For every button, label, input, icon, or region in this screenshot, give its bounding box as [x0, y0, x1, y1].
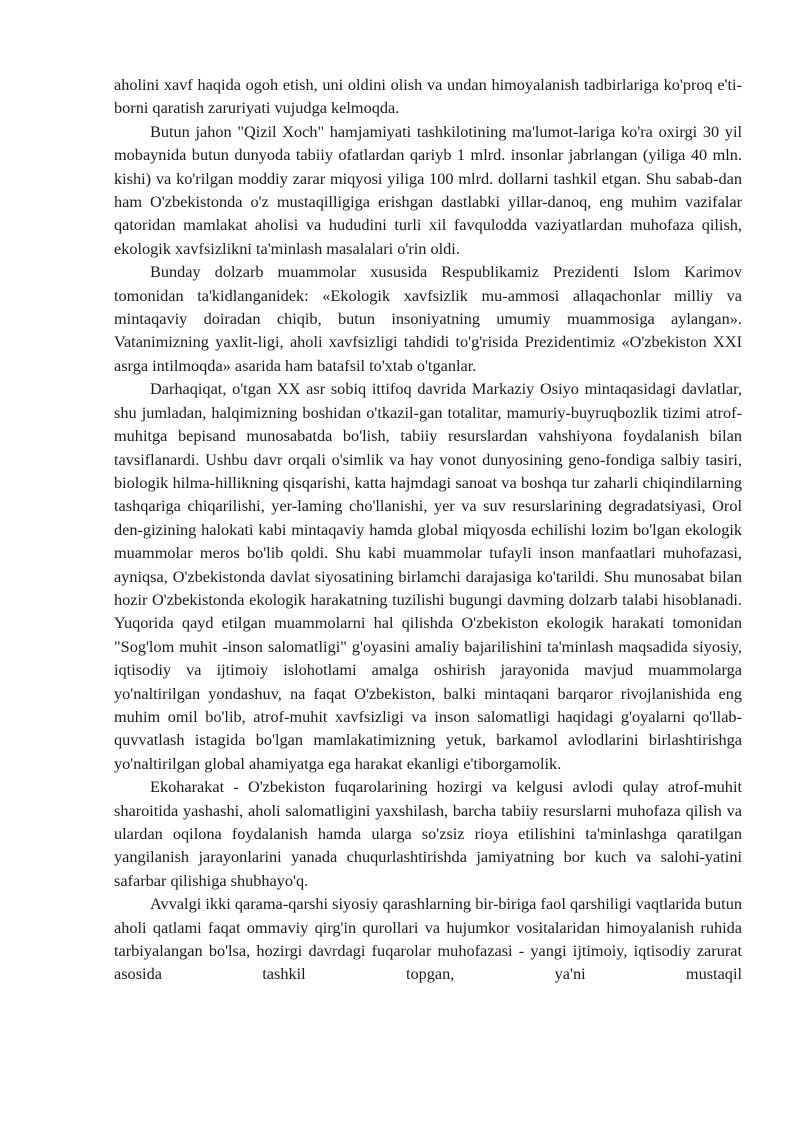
paragraph-5: Ekoharakat - O'zbekiston fuqarolarining hozirgi va kelgusi avlodi qulay atrof-muhit sharoitida yashashi, aholi salomatligini yaxshilash, barcha tabiiy resurslarni muhofaza qilish va ulardan oqilona foydalanish hamda ularga so'zsiz rioya etilishini ta'minlashga qaratilgan yangilanish jarayonlarini yanada chuqurlashtirishda jamiyatning bor kuch va salohi-yatini safarbar qilishiga shubhayo'q. [114, 777, 742, 890]
document-page [114, 73, 742, 986]
paragraph-4: Darhaqiqat, o'tgan XX asr sobiq ittifoq davrida Markaziy Osiyo mintaqasidagi davlatlar, shu jumladan, halqimizning boshidan o'tkazil-gan totalitar, mamuriy-buyruqbozlik tizimi atrof-muhitga bepisand munosabatda bo'lish, tabiiy resurslardan vahshiyona foydalanish bilan tavsiflanardi. Ushbu davr orqali o'simlik va hay vonot dunyosining geno-fondiga salbiy tasiri, biologik hilma-hillikning qisqarishi, katta hajmdagi sanoat va boshqa tur zaharli chiqindilarning tashqariga chiqarilishi, yer-laming cho'llanishi, yer va suv resurslarining degradatsiyasi, Orol den-gizining halokati kabi mintaqaviy hamda global miqyosda echilishi lozim bo'lgan ekologik muammolar meros bo'lib qoldi. Shu kabi muammolar tufayli inson manfaatlari muhofazasi, ayniqsa, O'zbekistonda davlat siyosatining birlamchi darajasiga ko'tarildi. Shu munosabat bilan hozir O'zbekistonda ekologik harakatning tuzilishi bugungi davming dolzarb talabi hisoblanadi. Yuqorida qayd etilgan muammolarni hal qilishda O'zbekiston ekologik harakati tomonidan "Sog'lom muhit -inson salomatligi" g'oyasini amaliy bajarilishini ta'minlash maqsadida siyosiy, iqtisodiy va ijtimoiy islohotlami amalga oshirish jarayonida mavjud muammolarga yo'naltirilgan yondashuv, na faqat O'zbekiston, balki mintaqani barqaror rivojlanishida eng muhim omil bo'lib, atrof-muhit xavfsizligi va inson salomatligi haqidagi g'oyalarni qo'llab-quvvatlash istagida bo'lgan mamlakatimizning yetuk, barkamol avlodlarini birlashtirishga yo'naltirilgan global ahamiyatga ega harakat ekanligi e'tiborgamolik. [114, 379, 742, 773]
paragraph-6: Avvalgi ikki qarama-qarshi siyosiy qarashlarning bir-biriga faol qarshiligi vaqtlarida butun aholi qatlami faqat ommaviy qirg'in qurollari va hujumkor vositalaridan himoyalanish ruhida tarbiyalangan bo'lsa, hozirgi davrdagi fuqarolar muhofazasi - yangi ijtimoiy, iqtisodiy zarurat asosida tashkil topgan, ya'ni mustaqil [114, 894, 742, 984]
paragraph-3: Bunday dolzarb muammolar xususida Respublikamiz Prezidenti Islom Karimov tomonidan ta'kidlanganidek: «Ekologik xavfsizlik mu-ammosi allaqachonlar milliy va mintaqaviy doiradan chiqib, butun insoniyatning umumiy muammosiga aylangan». Vatanimizning yaxlit-ligi, aholi xavfsizligi tahdidi to'g'risida Prezidentimiz «O'zbekiston XXI asrga intilmoqda» asarida ham batafsil to'xtab o'tganlar. [114, 262, 742, 375]
paragraph-2: Butun jahon "Qizil Xoch" hamjamiyati tashkilotining ma'lumot-lariga ko'ra oxirgi 30 yil mobaynida butun dunyoda tabiiy ofatlardan qariyb 1 mlrd. insonlar jabrlangan (yiliga 40 mln. kishi) va ko'rilgan moddiy zarar miqyosi yiliga 100 mlrd. dollarni tashkil etgan. Shu sabab-dan ham O'zbekistonda o'z mustaqilligiga erishgan dastlabki yillar-danoq, eng muhim vazifalar qatoridan mamlakat aholisi va hududini turli xil favqulodda vaziyatlardan muhofaza qilish, ekologik xavfsizlikni ta'minlash masalalari o'rin oldi. [114, 121, 742, 258]
paragraph-1: aholini xavf haqida ogoh etish, uni oldini olish va undan himoyalanish tadbirlariga ko'proq e'ti-borni qaratish zaruriyati vujudga kelmoqda. [114, 75, 742, 118]
